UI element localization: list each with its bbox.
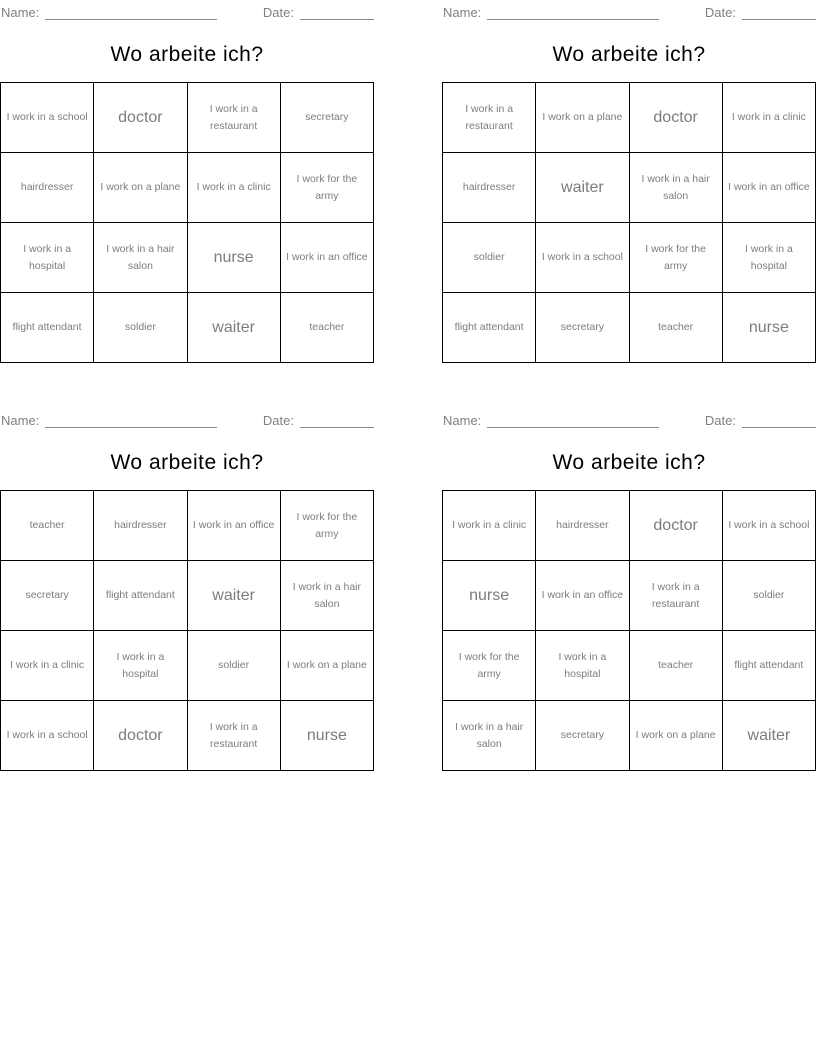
bingo-cell: I work in a school [1, 701, 94, 771]
name-blank-line [45, 412, 217, 428]
bingo-cell: soldier [94, 293, 187, 363]
bingo-card [0, 408, 374, 780]
bingo-cell: flight attendant [723, 631, 816, 701]
date-blank-line [742, 4, 816, 20]
date-label: Date: [704, 5, 736, 20]
bingo-cell: secretary [1, 561, 94, 631]
card-title: Wo arbeite ich? [552, 43, 706, 66]
bingo-cell: I work in an office [281, 223, 374, 293]
bingo-cell: flight attendant [94, 561, 187, 631]
bingo-cell: doctor [630, 491, 723, 561]
bingo-cell: I work in an office [723, 153, 816, 223]
bingo-cell: soldier [723, 561, 816, 631]
bingo-cell: I work in a hospital [536, 631, 629, 701]
bingo-cell: I work in a hair salon [443, 701, 536, 771]
bingo-cell: waiter [723, 701, 816, 771]
bingo-cell: I work on a plane [630, 701, 723, 771]
bingo-cell: I work in a hospital [723, 223, 816, 293]
bingo-cell: I work in a school [1, 83, 94, 153]
card-title: Wo arbeite ich? [110, 451, 264, 474]
name-label: Name: [1, 5, 40, 20]
bingo-cell: I work in a clinic [723, 83, 816, 153]
bingo-cell: nurse [723, 293, 816, 363]
bingo-cell: I work on a plane [281, 631, 374, 701]
bingo-cell: doctor [630, 83, 723, 153]
bingo-cell: soldier [443, 223, 536, 293]
name-blank-line [487, 4, 659, 20]
name-blank-line [45, 4, 217, 20]
bingo-cell: I work in an office [188, 491, 281, 561]
bingo-cell: waiter [536, 153, 629, 223]
bingo-cell: I work for the army [630, 223, 723, 293]
bingo-cell: nurse [188, 223, 281, 293]
card-title: Wo arbeite ich? [110, 43, 264, 66]
date-field [263, 4, 374, 20]
date-field [263, 412, 374, 428]
date-label: Date: [704, 413, 736, 428]
bingo-cell: waiter [188, 293, 281, 363]
bingo-cell: teacher [1, 491, 94, 561]
bingo-grid [442, 490, 816, 771]
name-field [1, 4, 217, 20]
bingo-cell: I work for the army [281, 153, 374, 223]
bingo-cell: I work in a school [723, 491, 816, 561]
bingo-cell: I work in an office [536, 561, 629, 631]
bingo-cell: I work for the army [443, 631, 536, 701]
bingo-cell: I work in a hospital [94, 631, 187, 701]
name-label: Name: [443, 5, 482, 20]
bingo-cell: I work in a school [536, 223, 629, 293]
name-label: Name: [1, 413, 40, 428]
bingo-cell: I work in a restaurant [188, 83, 281, 153]
name-blank-line [487, 412, 659, 428]
name-field [1, 412, 217, 428]
bingo-cell: I work in a restaurant [188, 701, 281, 771]
date-label: Date: [262, 5, 294, 20]
bingo-cell: I work on a plane [536, 83, 629, 153]
bingo-cell: I work in a restaurant [443, 83, 536, 153]
bingo-grid [0, 82, 374, 363]
bingo-card [442, 0, 816, 372]
bingo-cell: teacher [630, 631, 723, 701]
card-header [443, 412, 816, 428]
bingo-cell: soldier [188, 631, 281, 701]
bingo-cell: hairdresser [94, 491, 187, 561]
bingo-cell: nurse [443, 561, 536, 631]
bingo-cell: teacher [630, 293, 723, 363]
bingo-grid [0, 490, 374, 771]
bingo-cell: I work in a clinic [188, 153, 281, 223]
card-header [1, 4, 374, 20]
bingo-cell: I work for the army [281, 491, 374, 561]
bingo-cell: I work in a hair salon [94, 223, 187, 293]
bingo-cell: I work in a hair salon [630, 153, 723, 223]
date-blank-line [300, 412, 374, 428]
card-title: Wo arbeite ich? [552, 451, 706, 474]
name-label: Name: [443, 413, 482, 428]
bingo-cell: teacher [281, 293, 374, 363]
bingo-cell: doctor [94, 83, 187, 153]
bingo-cell: waiter [188, 561, 281, 631]
bingo-cell: I work in a clinic [1, 631, 94, 701]
bingo-cell: I work in a hospital [1, 223, 94, 293]
date-label: Date: [262, 413, 294, 428]
bingo-cell: nurse [281, 701, 374, 771]
bingo-cell: secretary [281, 83, 374, 153]
bingo-cell: I work in a hair salon [281, 561, 374, 631]
bingo-cell: I work in a restaurant [630, 561, 723, 631]
date-field [705, 412, 816, 428]
bingo-card [0, 0, 374, 372]
bingo-cell: hairdresser [1, 153, 94, 223]
bingo-cell: doctor [94, 701, 187, 771]
name-field [443, 4, 659, 20]
bingo-cell: secretary [536, 701, 629, 771]
date-blank-line [742, 412, 816, 428]
bingo-cell: I work on a plane [94, 153, 187, 223]
bingo-cell: secretary [536, 293, 629, 363]
bingo-grid [442, 82, 816, 363]
bingo-cell: hairdresser [443, 153, 536, 223]
card-header [443, 4, 816, 20]
date-blank-line [300, 4, 374, 20]
name-field [443, 412, 659, 428]
bingo-cell: hairdresser [536, 491, 629, 561]
bingo-cell: flight attendant [443, 293, 536, 363]
bingo-cell: I work in a clinic [443, 491, 536, 561]
bingo-cell: flight attendant [1, 293, 94, 363]
card-header [1, 412, 374, 428]
date-field [705, 4, 816, 20]
bingo-card [442, 408, 816, 780]
